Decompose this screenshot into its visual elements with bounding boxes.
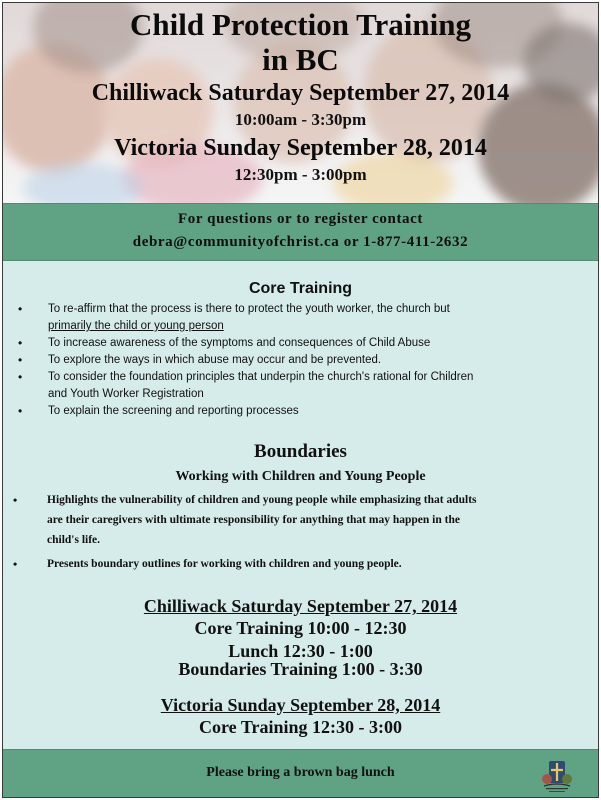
contact-band xyxy=(3,203,598,261)
list-item: • To re-affirm that the process is there to protect the youth worker, the church but primarily the child or young person xyxy=(18,302,450,332)
chilliwack-boundaries-training: Boundaries Training 1:00 - 3:30 xyxy=(178,659,423,679)
bullet-icon: • xyxy=(13,557,18,571)
footer-band xyxy=(3,749,598,798)
flyer xyxy=(2,2,599,798)
boundaries-subheading: Working with Children and Young People xyxy=(175,469,426,484)
victoria-schedule-heading: Victoria Sunday September 28, 2014 xyxy=(160,695,441,715)
hero-banner xyxy=(3,3,598,203)
list-item: • Presents boundary outlines for working with children and young people. xyxy=(3,554,598,574)
bullet-icon: • xyxy=(18,370,23,384)
page-title-line1: Child Protection Training xyxy=(129,7,472,42)
page-title-line2: in BC xyxy=(262,42,339,77)
list-item: • To explore the ways in which abuse may occur and be prevented. xyxy=(18,353,382,367)
chilliwack-schedule-heading: Chilliwack Saturday September 27, 2014 xyxy=(143,596,458,616)
event2-title: Victoria Sunday September 28, 2014 xyxy=(114,135,487,161)
bullet-icon: • xyxy=(18,336,23,350)
contact-details[interactable]: debra@communityofchrist.ca or 1-877-411-2632 xyxy=(132,234,469,250)
chilliwack-lunch: Lunch 12:30 - 1:00 xyxy=(228,641,373,661)
list-item: • Highlights the vulnerability of children and young people while emphasizing that adults are their caregivers with ultimate responsibility for anything that may happen in the child's life. xyxy=(3,490,598,550)
bullet-icon: • xyxy=(18,404,23,418)
list-item: • To consider the foundation principles that underpin the church's rational for Children and Youth Worker Registration xyxy=(18,370,474,400)
chilliwack-core-training: Core Training 10:00 - 12:30 xyxy=(194,618,407,638)
footer-message: Please bring a brown bag lunch xyxy=(206,765,395,780)
core-training-list xyxy=(3,301,598,420)
bullet-icon: • xyxy=(18,353,23,367)
boundaries-list xyxy=(3,490,598,574)
contact-intro: For questions or to register contact xyxy=(177,211,424,227)
list-item: • To increase awareness of the symptoms and consequences of Child Abuse xyxy=(18,336,431,350)
victoria-core-training: Core Training 12:30 - 3:00 xyxy=(199,717,402,737)
event2-time: 12:30pm - 3:00pm xyxy=(234,165,367,184)
emphasis-text: primarily the child or young person xyxy=(48,320,224,332)
core-training-heading: Core Training xyxy=(248,280,353,297)
boundaries-heading: Boundaries xyxy=(254,441,347,462)
bullet-icon: • xyxy=(18,302,23,316)
event1-title: Chilliwack Saturday September 27, 2014 xyxy=(91,80,510,106)
community-of-christ-logo-icon xyxy=(540,757,574,795)
event1-time: 10:00am - 3:30pm xyxy=(234,110,367,129)
list-item: • To explain the screening and reporting processes xyxy=(18,404,299,418)
bullet-icon: • xyxy=(13,493,18,507)
